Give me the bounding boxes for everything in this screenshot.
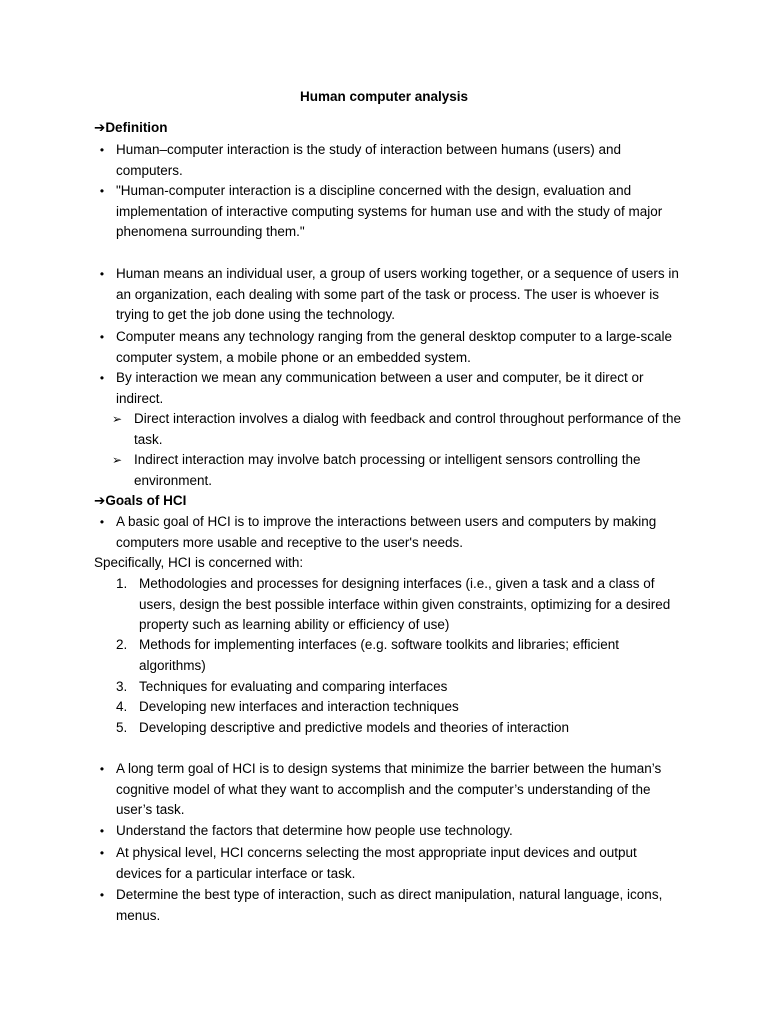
numbered-item-number: 5.	[116, 720, 128, 735]
numbered-item-number: 1.	[116, 576, 128, 591]
sub-list-item-text: Direct interaction involves a dialog with feedback and control throughout performance of the task.	[134, 411, 682, 447]
list-item-text: Computer means any technology ranging from the general desktop computer to a large-scale computer system, a mobile phone or an embedded system.	[116, 329, 673, 365]
arrow-right-icon: ➔	[94, 493, 106, 508]
specifically-text: Specifically, HCI is concerned with:	[94, 555, 304, 570]
numbered-item-text: Developing new interfaces and interaction techniques	[139, 699, 459, 714]
numbered-item-number: 3.	[116, 679, 128, 694]
bullet-icon: •	[99, 267, 105, 281]
goals-heading	[94, 491, 186, 512]
goals-heading-label: Goals of HCI	[105, 493, 187, 508]
bullet-icon: •	[99, 846, 105, 860]
numbered-item-text: Techniques for evaluating and comparing interfaces	[139, 679, 448, 694]
bullet-icon: •	[99, 888, 105, 902]
bullet-icon: •	[99, 762, 105, 776]
definition-heading	[94, 118, 168, 139]
list-item-text: A basic goal of HCI is to improve the interactions between users and computers by making computers more usable and receptive to the user's needs.	[116, 514, 657, 550]
page-title: Human computer analysis	[299, 89, 469, 104]
bullet-icon: •	[99, 330, 105, 344]
bullet-icon: •	[99, 184, 105, 198]
numbered-item-text: Developing descriptive and predictive models and theories of interaction	[139, 720, 569, 735]
list-item-text: Determine the best type of interaction, such as direct manipulation, natural language, icons, menus.	[116, 887, 663, 923]
arrow-right-icon: ➔	[94, 120, 106, 135]
bullet-icon: •	[99, 824, 105, 838]
definition-heading-label: Definition	[105, 120, 168, 135]
list-item-text: Human–computer interaction is the study of interaction between humans (users) and computers.	[116, 142, 622, 178]
sub-list-item-text: Indirect interaction may involve batch processing or intelligent sensors controlling the environment.	[134, 452, 641, 488]
list-item-text: By interaction we mean any communication between a user and computer, be it direct or indirect.	[116, 370, 644, 406]
bullet-icon: •	[99, 515, 105, 529]
numbered-item-number: 4.	[116, 699, 128, 714]
list-item-text: Understand the factors that determine how people use technology.	[116, 823, 513, 838]
numbered-item-text: Methodologies and processes for designing interfaces (i.e., given a task and a class of users, design the best possible interface within given constraints, optimizing for a desired property such as learning ability or efficiency of use)	[139, 576, 671, 633]
arrowhead-bullet-icon: ➢	[112, 453, 123, 467]
bullet-icon: •	[99, 143, 105, 157]
list-item-text: Human means an individual user, a group of users working together, or a sequence of users in an organization, each dealing with some part of the task or process. The user is whoever is trying to get the job done using the technology.	[116, 266, 679, 323]
list-item-text: "Human-computer interaction is a discipline concerned with the design, evaluation and implementation of interactive computing systems for human use and with the study of major phenomena surrounding them."	[116, 183, 663, 240]
numbered-item-number: 2.	[116, 637, 128, 652]
bullet-icon: •	[99, 371, 105, 385]
numbered-item-text: Methods for implementing interfaces (e.g. software toolkits and libraries; efficient algorithms)	[139, 637, 619, 673]
list-item-text: A long term goal of HCI is to design systems that minimize the barrier between the human’s cognitive model of what they want to accomplish and the computer’s understanding of the user’s task.	[116, 761, 662, 818]
arrowhead-bullet-icon: ➢	[112, 412, 123, 426]
list-item-text: At physical level, HCI concerns selecting the most appropriate input devices and output devices for a particular interface or task.	[116, 845, 637, 881]
